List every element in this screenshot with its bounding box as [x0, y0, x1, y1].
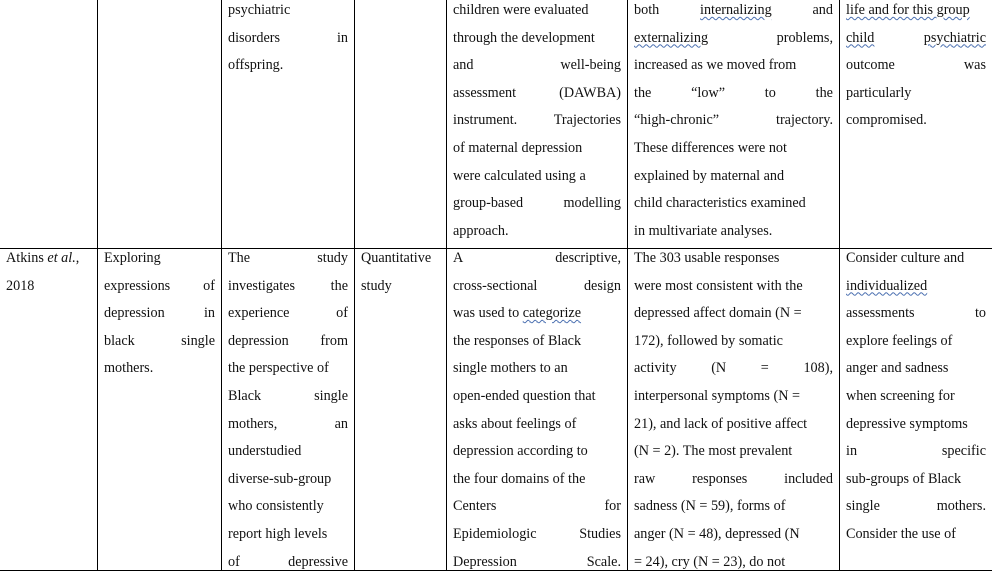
text-line: [228, 386, 348, 414]
text-segment: experience: [228, 305, 290, 322]
text-line: [634, 193, 833, 221]
text-segment: (N = 2). The most prevalent: [634, 443, 793, 460]
text-line: [453, 524, 621, 552]
text-line: [453, 248, 621, 276]
text-line: [453, 110, 621, 138]
text-segment: from: [320, 332, 348, 349]
text-segment: individualized: [846, 277, 928, 294]
text-segment: an: [334, 415, 348, 432]
table-cell-author: [0, 0, 97, 248]
text-line: [846, 303, 986, 331]
text-segment: the: [634, 84, 652, 101]
text-segment: the: [330, 277, 348, 294]
text-line: [228, 414, 348, 442]
text-segment: of: [228, 553, 240, 570]
text-segment: disorders: [228, 29, 281, 46]
text-segment: was used to categorize: [453, 305, 582, 322]
text-segment: internalizing: [700, 2, 772, 18]
text-segment: expressions: [104, 277, 171, 294]
text-segment: understudied: [228, 443, 302, 460]
text-line: [846, 358, 986, 386]
text-segment: psychiatric: [923, 29, 986, 46]
text-line: [846, 55, 986, 83]
text-segment: activity: [634, 360, 677, 377]
text-segment: was: [963, 57, 986, 74]
text-line: [228, 552, 348, 571]
text-segment: assessment: [453, 84, 517, 101]
text-segment: of: [336, 305, 348, 322]
text-segment: mothers.: [104, 360, 154, 377]
table-cell-title: [97, 248, 221, 571]
text-segment: modelling: [563, 195, 621, 212]
text-line: [846, 276, 986, 304]
table-cell-results: [627, 0, 839, 248]
text-line: [634, 276, 833, 304]
text-line: [846, 83, 986, 111]
text-line: [846, 469, 986, 497]
text-line: [634, 441, 833, 469]
text-segment: report high levels: [228, 525, 328, 542]
text-line: [453, 386, 621, 414]
text-segment: life and for this group: [846, 2, 970, 18]
text-segment: Exploring: [104, 250, 161, 266]
table-cell-method: [446, 248, 627, 571]
text-segment: assessments: [846, 305, 915, 322]
text-line: [228, 303, 348, 331]
text-line: [453, 414, 621, 442]
text-segment: compromised.: [846, 112, 927, 129]
table-cell-method: [446, 0, 627, 248]
text-segment: diverse-sub-group: [228, 470, 332, 487]
text-segment: were calculated using a: [453, 167, 586, 184]
text-line: [453, 276, 621, 304]
text-segment: explained by maternal and: [634, 167, 785, 184]
text-segment: outcome: [846, 57, 895, 74]
text-segment: study: [317, 250, 348, 266]
text-segment: psychiatric: [228, 2, 291, 18]
text-line: [634, 0, 833, 28]
text-line: [453, 469, 621, 497]
text-line: [846, 248, 986, 276]
text-segment: depressive: [288, 553, 348, 570]
text-segment: interpersonal symptoms (N =: [634, 387, 801, 404]
text-segment: =: [760, 360, 769, 377]
text-segment: single: [846, 498, 880, 515]
text-segment: asks about feelings of: [453, 415, 577, 432]
text-segment: Quantitative: [361, 250, 432, 266]
text-segment: 108),: [803, 360, 833, 377]
text-line: [634, 166, 833, 194]
text-segment: offspring.: [228, 57, 284, 74]
text-line: [228, 55, 348, 83]
text-segment: mothers.: [936, 498, 986, 515]
text-segment: the: [815, 84, 833, 101]
text-line: [453, 441, 621, 469]
text-segment: sadness (N = 59), forms of: [634, 498, 786, 515]
text-segment: to: [764, 84, 776, 101]
text-segment: Black: [228, 387, 262, 404]
text-line: [634, 331, 833, 359]
text-segment: open-ended question that: [453, 387, 596, 404]
text-segment: depression according to: [453, 443, 588, 460]
text-line: [634, 496, 833, 524]
text-segment: Atkins et al.,: [6, 250, 80, 266]
text-segment: externalizing: [634, 29, 709, 46]
text-line: [104, 276, 215, 304]
text-segment: (N: [711, 360, 727, 377]
text-line: [104, 358, 215, 386]
text-segment: in: [203, 305, 215, 322]
text-segment: included: [784, 470, 833, 487]
text-segment: trajectory.: [776, 112, 833, 129]
text-line: [846, 441, 986, 469]
text-line: [634, 303, 833, 331]
text-line: [453, 0, 621, 28]
text-segment: child characteristics examined: [634, 195, 806, 212]
text-line: [104, 303, 215, 331]
text-segment: Scale.: [586, 553, 621, 570]
text-segment: depression: [228, 332, 289, 349]
text-segment: approach.: [453, 222, 509, 239]
text-segment: the perspective of: [228, 360, 329, 377]
text-line: [846, 386, 986, 414]
text-line: [453, 331, 621, 359]
text-segment: (DAWBA): [559, 84, 621, 101]
text-line: [453, 28, 621, 56]
text-segment: sub-groups of Black: [846, 470, 962, 487]
text-segment: through the development: [453, 29, 595, 46]
text-segment: These differences were not: [634, 139, 787, 156]
text-segment: cross-sectional: [453, 277, 538, 294]
text-line: [453, 193, 621, 221]
text-line: [634, 414, 833, 442]
text-line: [228, 331, 348, 359]
text-line: [846, 414, 986, 442]
text-segment: of maternal depression: [453, 139, 583, 156]
text-segment: depression: [104, 305, 165, 322]
text-line: [634, 552, 833, 571]
text-segment: Consider the use of: [846, 525, 956, 542]
text-segment: A: [453, 250, 464, 266]
text-line: [634, 110, 833, 138]
text-line: [846, 110, 986, 138]
text-segment: “high-chronic”: [634, 112, 720, 129]
table-cell-type: [354, 0, 446, 248]
text-line: [846, 331, 986, 359]
text-segment: specific: [941, 443, 986, 460]
text-segment: black: [104, 332, 135, 349]
text-segment: the four domains of the: [453, 470, 586, 487]
text-segment: anger (N = 48), depressed (N: [634, 525, 800, 542]
text-segment: instrument.: [453, 112, 518, 129]
text-line: [104, 331, 215, 359]
text-segment: 21), and lack of positive affect: [634, 415, 808, 432]
text-segment: study: [361, 277, 392, 294]
text-segment: the responses of Black: [453, 332, 582, 349]
table-cell-title: [97, 0, 221, 248]
text-line: [453, 55, 621, 83]
text-line: [453, 552, 621, 571]
text-segment: single mothers to an: [453, 360, 568, 377]
text-segment: single: [314, 387, 348, 404]
text-segment: anger and sadness: [846, 360, 949, 377]
text-segment: depressive symptoms: [846, 415, 968, 432]
text-segment: 172), followed by somatic: [634, 332, 783, 349]
text-segment: single: [181, 332, 215, 349]
text-segment: and: [812, 2, 833, 18]
text-segment: group-based: [453, 195, 524, 212]
text-segment: Consider culture and: [846, 250, 965, 266]
text-line: [453, 303, 621, 331]
table-row: [0, 0, 992, 248]
text-segment: in: [846, 443, 858, 460]
text-line: [6, 248, 91, 276]
text-segment: who consistently: [228, 498, 324, 515]
text-line: [634, 524, 833, 552]
table-row: [0, 248, 992, 571]
text-line: [634, 138, 833, 166]
text-line: [846, 524, 986, 552]
text-segment: particularly: [846, 84, 912, 101]
text-segment: explore feelings of: [846, 332, 953, 349]
table-cell-type: [354, 248, 446, 571]
text-line: [228, 0, 348, 28]
text-line: [453, 166, 621, 194]
table-cell-implications: [839, 0, 992, 248]
text-line: [228, 524, 348, 552]
text-segment: investigates: [228, 277, 295, 294]
table-cell-aim: [221, 248, 354, 571]
text-segment: depressed affect domain (N =: [634, 305, 802, 322]
text-segment: The 303 usable responses: [634, 250, 780, 266]
text-segment: when screening for: [846, 387, 955, 404]
text-line: [846, 496, 986, 524]
text-line: [846, 0, 986, 28]
text-segment: in multivariate analyses.: [634, 222, 773, 239]
text-line: [453, 83, 621, 111]
text-line: [104, 248, 215, 276]
text-line: [846, 28, 986, 56]
text-line: [634, 221, 833, 249]
text-segment: and: [453, 57, 474, 74]
text-segment: descriptive,: [555, 250, 621, 266]
text-line: [361, 248, 440, 276]
text-segment: of: [203, 277, 215, 294]
text-segment: Centers: [453, 498, 497, 515]
text-line: [228, 276, 348, 304]
text-segment: Depression: [453, 553, 517, 570]
text-segment: “low”: [691, 84, 726, 101]
text-line: [634, 28, 833, 56]
text-line: [634, 248, 833, 276]
text-line: [453, 138, 621, 166]
text-segment: for: [604, 498, 621, 515]
text-segment: increased as we moved from: [634, 57, 797, 74]
text-line: [453, 221, 621, 249]
text-segment: in: [336, 29, 348, 46]
text-segment: were most consistent with the: [634, 277, 803, 294]
text-segment: children were evaluated: [453, 2, 589, 18]
text-segment: problems,: [776, 29, 833, 46]
text-line: [634, 55, 833, 83]
text-segment: mothers,: [228, 415, 278, 432]
table-cell-aim: [221, 0, 354, 248]
text-segment: Epidemiologic: [453, 525, 537, 542]
text-segment: design: [583, 277, 621, 294]
text-line: [228, 28, 348, 56]
text-segment: Trajectories: [553, 112, 621, 129]
table-cell-author: [0, 248, 97, 571]
text-line: [361, 276, 440, 304]
text-line: [634, 469, 833, 497]
text-segment: child: [846, 29, 875, 46]
text-line: [634, 83, 833, 111]
text-line: [228, 496, 348, 524]
text-line: [228, 469, 348, 497]
text-line: [453, 358, 621, 386]
text-segment: = 24), cry (N = 23), do not: [634, 553, 786, 570]
text-segment: The: [228, 250, 251, 266]
text-line: [453, 496, 621, 524]
text-line: [228, 248, 348, 276]
text-segment: responses: [692, 470, 748, 487]
text-segment: 2018: [6, 277, 35, 294]
table-cell-implications: [839, 248, 992, 571]
text-segment: both: [634, 2, 660, 18]
text-segment: to: [974, 305, 986, 322]
text-line: [634, 358, 833, 386]
text-segment: Studies: [579, 525, 621, 542]
text-line: [228, 441, 348, 469]
table-cell-results: [627, 248, 839, 571]
text-segment: raw: [634, 470, 656, 487]
text-line: [228, 358, 348, 386]
text-segment: well-being: [560, 57, 621, 74]
text-line: [634, 386, 833, 414]
text-line: [6, 276, 91, 304]
